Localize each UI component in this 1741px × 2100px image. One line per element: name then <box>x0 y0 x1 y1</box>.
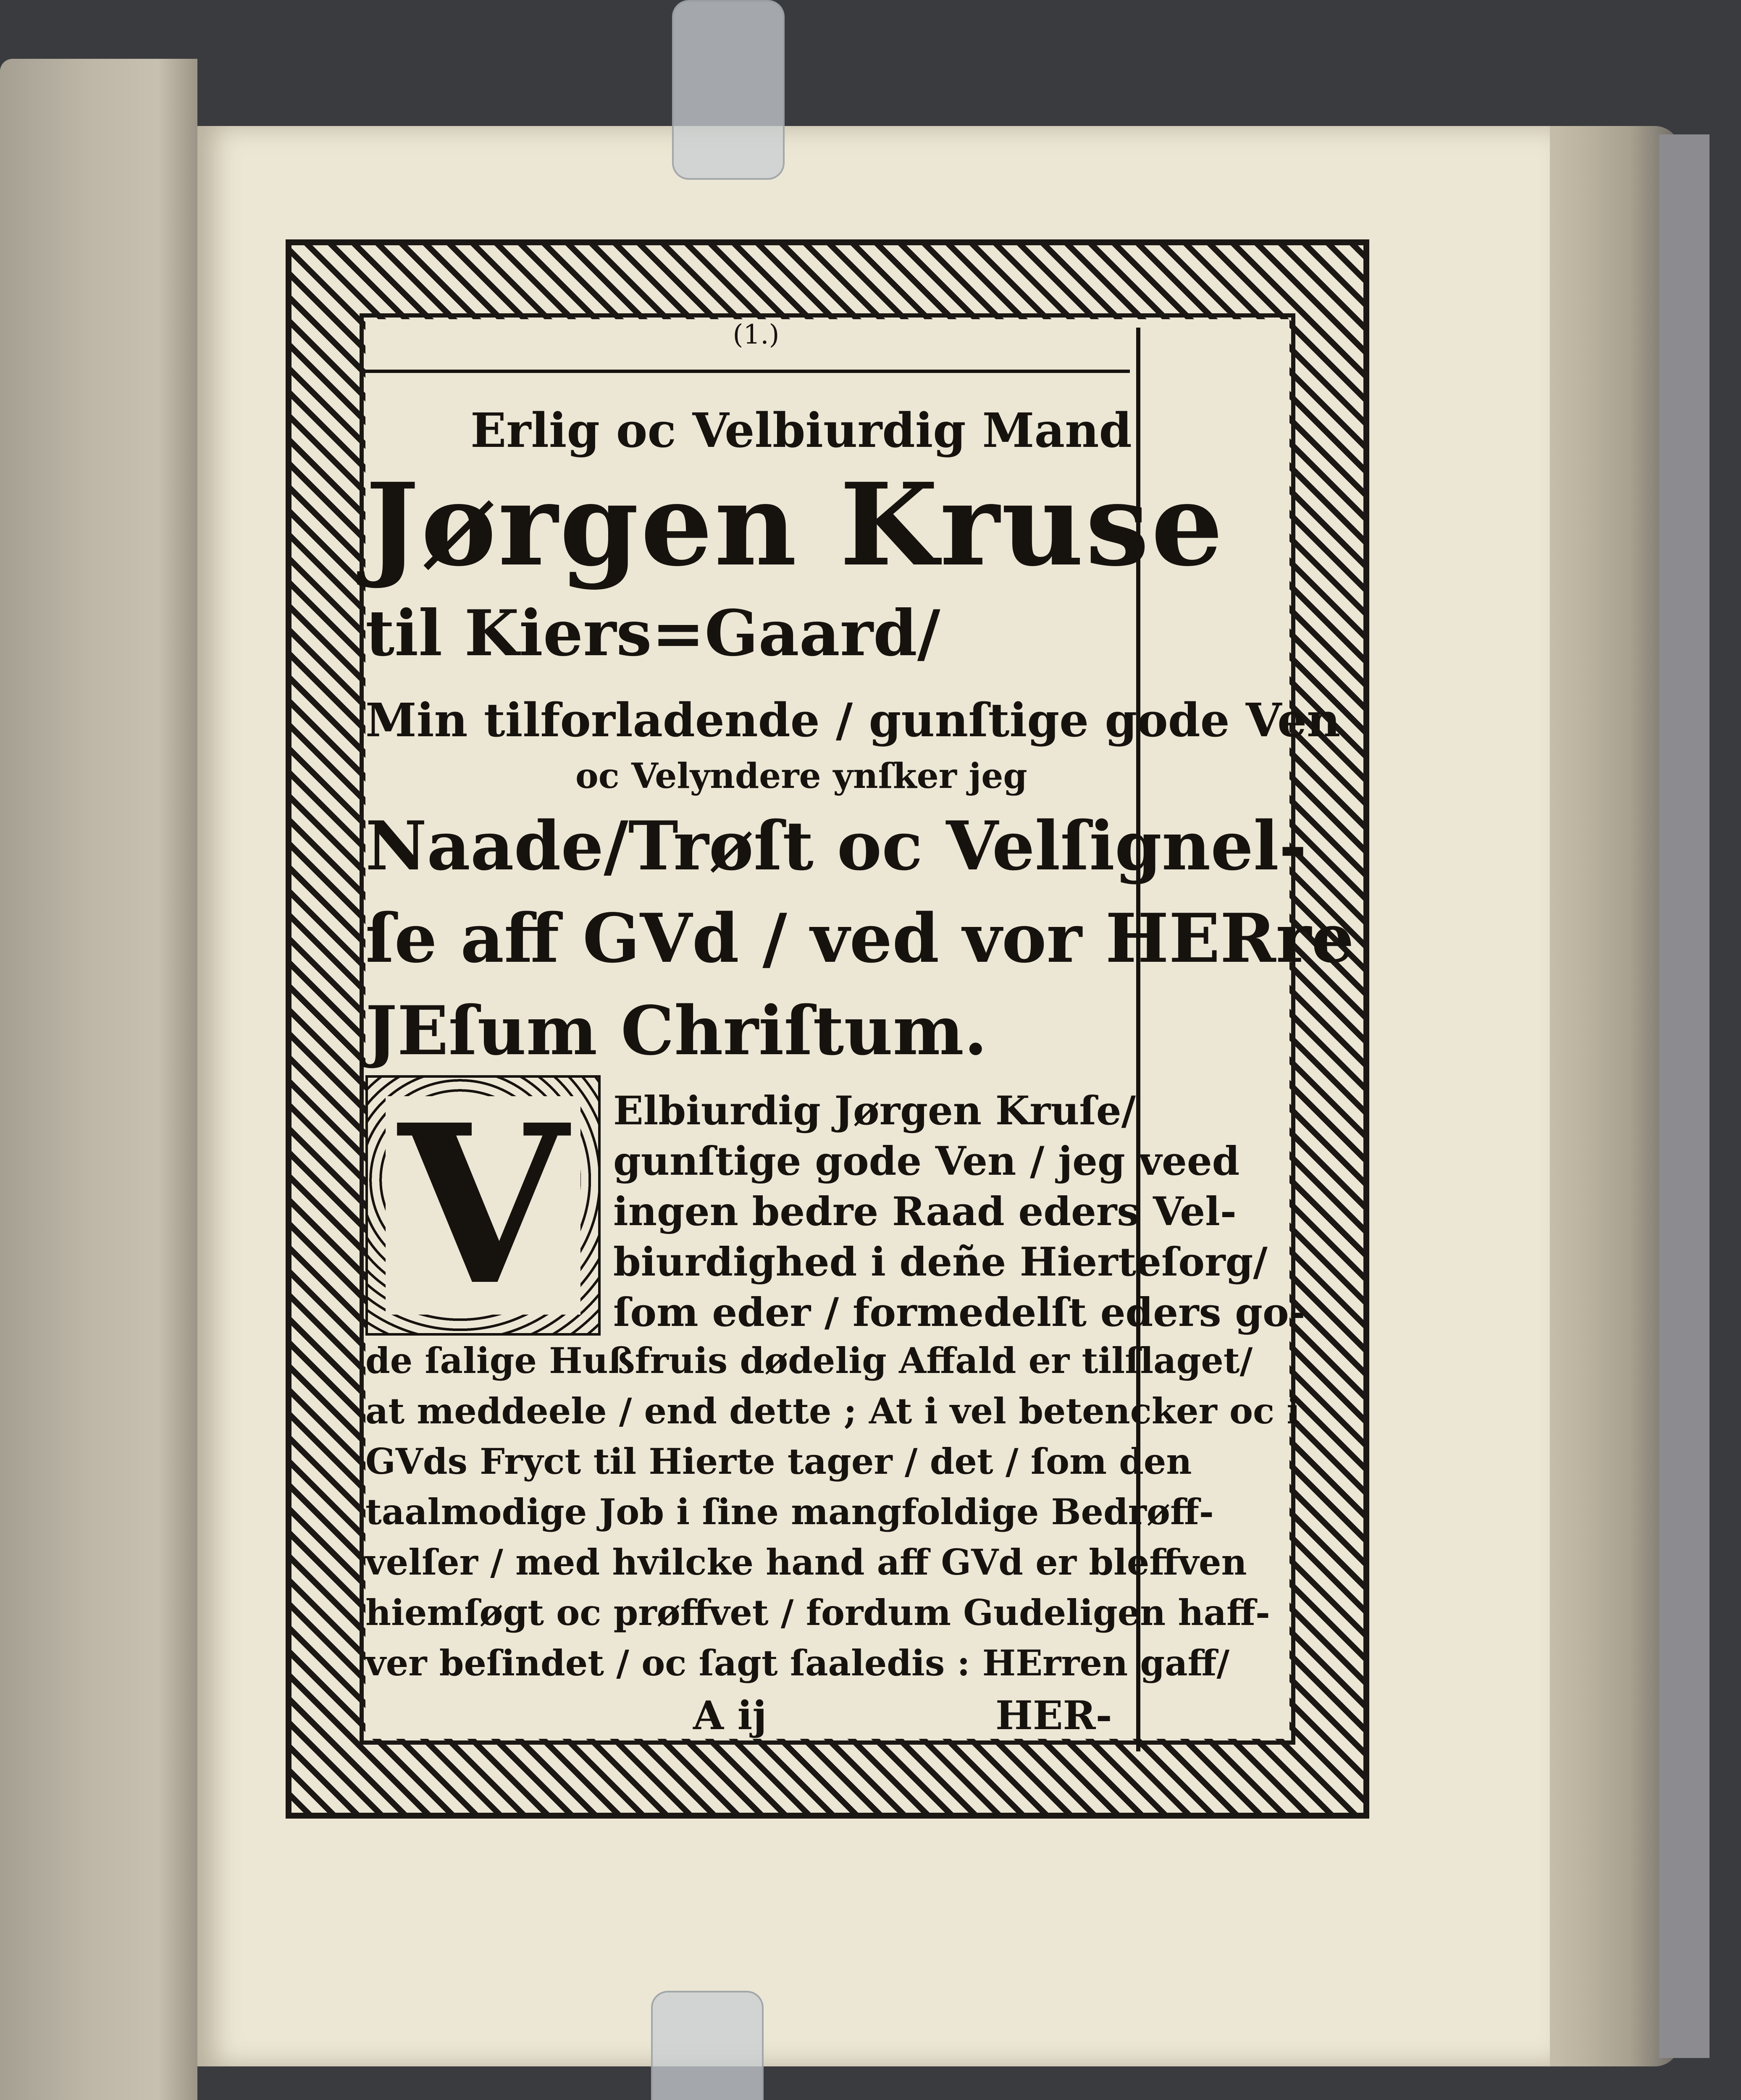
body-line: Elbiurdig Jørgen Kruſe/ <box>613 1088 1136 1134</box>
title-line-4: Min tilforladende / gunſtige gode Ven <box>365 693 1341 747</box>
body-line: ver beſindet / oc ſagt ſaaledis : HErren gaff/ <box>365 1642 1230 1684</box>
title-line-7: ſe aff GVd / ved vor HERre <box>365 899 1354 978</box>
body-line: velſer / med hvilcke hand aff GVd er bleffven <box>365 1541 1247 1583</box>
body-line: at meddeele / end dette ; At i vel betencker oc i <box>365 1390 1300 1432</box>
title-line-6: Naade/Trøſt oc Velſignel- <box>365 806 1307 885</box>
body-line: taalmodige Job i ſine mangfoldige Bedrøff- <box>365 1491 1214 1533</box>
page-number: (1.) <box>733 319 780 350</box>
body-line: ingen bedre Raad eders Vel- <box>613 1189 1237 1235</box>
title-line-3: til Kiers=Gaard/ <box>365 596 940 670</box>
body-line: ſom eder / formedelſt eders go- <box>613 1289 1305 1336</box>
body-line: GVds Fryct til Hierte tager / det / ſom den <box>365 1441 1192 1482</box>
catchword: HER- <box>995 1693 1112 1739</box>
decorated-initial <box>365 1075 601 1336</box>
text-block <box>365 319 1354 1743</box>
initial-letter: V <box>386 1096 580 1315</box>
signature-mark: A ij <box>693 1693 767 1739</box>
title-name: Jørgen Kruse <box>365 458 1225 591</box>
body-line: de ſalige Hußfruis dødelig Affald er tilſlaget/ <box>365 1340 1253 1381</box>
page-clip-bottom <box>651 1991 764 2100</box>
title-line-5: oc Velyndere ynſker jeg <box>575 756 1027 796</box>
page-clip-top <box>672 0 785 180</box>
left-page <box>0 59 197 2100</box>
title-line-1: Erlig oc Velbiurdig Mand <box>470 403 1132 458</box>
body-line: biurdighed i deñe Hierteſorg/ <box>613 1239 1268 1285</box>
title-line-8: JEſum Chriſtum. <box>365 991 987 1070</box>
header-rule <box>365 370 1130 373</box>
body-line: hiemſøgt oc prøffvet / fordum Gudeligen haff- <box>365 1592 1270 1633</box>
book-cover <box>1659 134 1709 2058</box>
body-line: gunſtige gode Ven / jeg veed <box>613 1138 1240 1184</box>
